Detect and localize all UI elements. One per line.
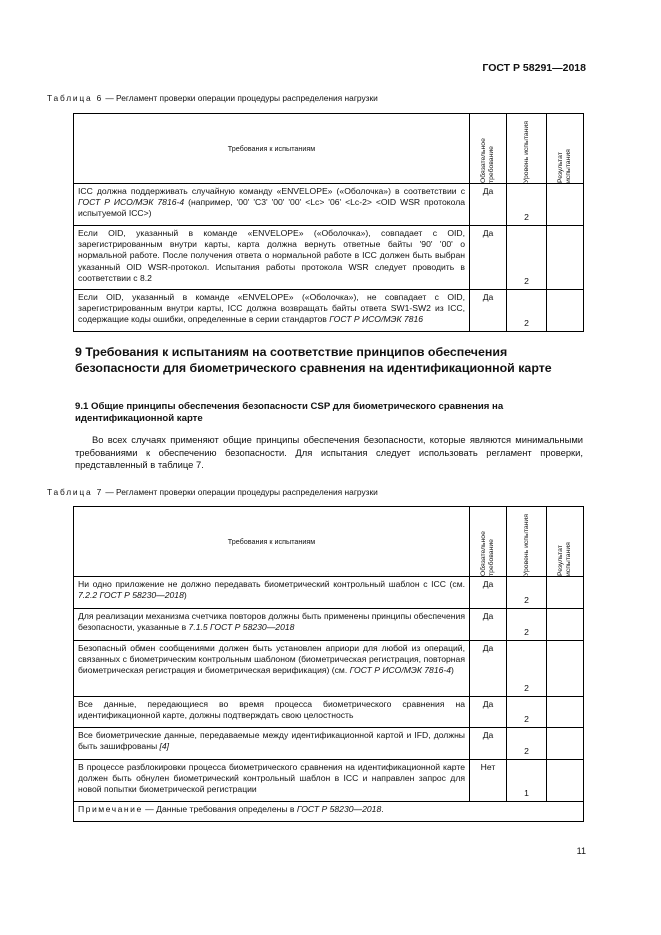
result-cell	[547, 641, 584, 697]
mandatory-cell: Да	[470, 184, 507, 226]
requirement-text: Для реализации механизма счетчика повторов должны быть применены принципы обеспечения безопасности, указанные в 7.1.5 ГОСТ Р 58230—2018	[74, 609, 470, 641]
requirement-text: Ни одно приложение не должно передавать биометрический контрольный шаблон с ICC (см. 7.2.2 ГОСТ Р 58230—2018)	[74, 577, 470, 609]
result-cell	[547, 290, 584, 332]
table-row	[74, 760, 584, 802]
table6-caption	[47, 93, 378, 104]
table-row	[74, 609, 584, 641]
mandatory-cell: Да	[470, 728, 507, 760]
mandatory-cell: Нет	[470, 760, 507, 802]
table-row	[74, 290, 584, 332]
mandatory-cell: Да	[470, 609, 507, 641]
mandatory-cell: Да	[470, 641, 507, 697]
table-row	[74, 184, 584, 226]
table-row	[74, 577, 584, 609]
table7-caption	[47, 487, 378, 498]
table-row	[74, 697, 584, 728]
table6-caption-label: Таблица 6	[47, 93, 104, 103]
level-cell: 2	[507, 226, 547, 290]
mandatory-cell: Да	[470, 697, 507, 728]
table6-header-requirements: Требования к испытаниям	[74, 114, 470, 184]
section-title: 9 Требования к испытаниям на соответствие принципов обеспечения безопасности для биометрического сравнения на идентификационной карте	[75, 345, 552, 376]
mandatory-cell: Да	[470, 226, 507, 290]
table6-header-result: Результат испытания	[547, 114, 584, 184]
table-note: Примечание — Данные требования определены в ГОСТ Р 58230—2018.	[74, 802, 584, 822]
page-number: 11	[576, 846, 586, 856]
result-cell	[547, 728, 584, 760]
requirement-text: ICC должна поддерживать случайную команду «ENVELOPE» («Оболочка») в соответствии с ГОСТ Р ИСО/МЭК 7816-4 (например, '00' 'C3' '00' '00' <Lc> '06' <Lc-2> <OID WSR протокола испытуемой ICC>)	[74, 184, 470, 226]
table-row	[74, 641, 584, 697]
table-row	[74, 728, 584, 760]
requirement-text: Безопасный обмен сообщениями должен быть установлен априори для любой из операций, связанных с биометрическим контрольным шаблоном (биометрическая регистрация, повторная биометрическая регистрация и биометрическая верификация) (см. ГОСТ Р ИСО/МЭК 7816-4)	[74, 641, 470, 697]
table6-header-level: Уровень испытания	[507, 114, 547, 184]
requirement-text: Все данные, передающиеся во время процесса биометрического сравнения на идентификационной карте, должны подтверждать свою целостность	[74, 697, 470, 728]
requirement-text: Все биометрические данные, передаваемые между идентификационной картой и IFD, должны быть зашифрованы [4]	[74, 728, 470, 760]
table6-caption-text: — Регламент проверки операции процедуры распределения нагрузки	[103, 93, 378, 103]
requirement-text: Если OID, указанный в команде «ENVELOPE» («Оболочка»), не совпадает с OID, зарегистрированным внутри карты, ICC должна возвращать байты ответа SW1-SW2 из ICC, содержащие коды ошибки, определенные в серии стандартов ГОСТ Р ИСО/МЭК 7816	[74, 290, 470, 332]
table7-header-result: Результат испытания	[547, 507, 584, 577]
table-row	[74, 226, 584, 290]
standard-code: ГОСТ Р 58291—2018	[482, 62, 586, 74]
result-cell	[547, 609, 584, 641]
table7-header-level: Уровень испытания	[507, 507, 547, 577]
requirement-text: Если OID, указанный в команде «ENVELOPE» («Оболочка»), совпадает с OID, зарегистрированным внутри карты, карта должна вернуть ответные байты '90' '00' о нормальной работе. После получения ответа о нормальной работе в ICC должен быть выбран указанный OID WSR-протокол. Испытания работы протокола WSR следует проводить в соответствии с 8.2	[74, 226, 470, 290]
table7-header-row	[74, 507, 584, 577]
table7-header-mandatory: Обязательное требование	[470, 507, 507, 577]
level-cell: 2	[507, 290, 547, 332]
level-cell: 2	[507, 728, 547, 760]
table7-caption-text: — Регламент проверки операции процедуры распределения нагрузки	[103, 487, 378, 497]
level-cell: 2	[507, 184, 547, 226]
level-cell: 2	[507, 697, 547, 728]
body-paragraph: Во всех случаях применяют общие принципы обеспечения безопасности, которые являются минимальными требованиями к обеспечению безопасности. Для испытания следует использовать регламент проверки, представленный в таблице 7.	[75, 434, 583, 470]
level-cell: 2	[507, 577, 547, 609]
table7	[73, 506, 584, 822]
table6	[73, 113, 584, 332]
table6-header-row	[74, 114, 584, 184]
table7-caption-label: Таблица 7	[47, 487, 104, 497]
mandatory-cell: Да	[470, 290, 507, 332]
subsection-title: 9.1 Общие принципы обеспечения безопасности CSP для биометрического сравнения на идентификационной карте	[75, 401, 504, 425]
result-cell	[547, 184, 584, 226]
result-cell	[547, 697, 584, 728]
level-cell: 2	[507, 609, 547, 641]
result-cell	[547, 760, 584, 802]
result-cell	[547, 577, 584, 609]
table6-header-mandatory: Обязательное требование	[470, 114, 507, 184]
mandatory-cell: Да	[470, 577, 507, 609]
table7-header-requirements: Требования к испытаниям	[74, 507, 470, 577]
level-cell: 2	[507, 641, 547, 697]
level-cell: 1	[507, 760, 547, 802]
requirement-text: В процессе разблокировки процесса биометрического сравнения на идентификационной карте должен быть обнулен биометрический контрольный шаблон в ICC и направлен запрос для новой попытки биометрической регистрации	[74, 760, 470, 802]
table7-note-row	[74, 802, 584, 822]
result-cell	[547, 226, 584, 290]
